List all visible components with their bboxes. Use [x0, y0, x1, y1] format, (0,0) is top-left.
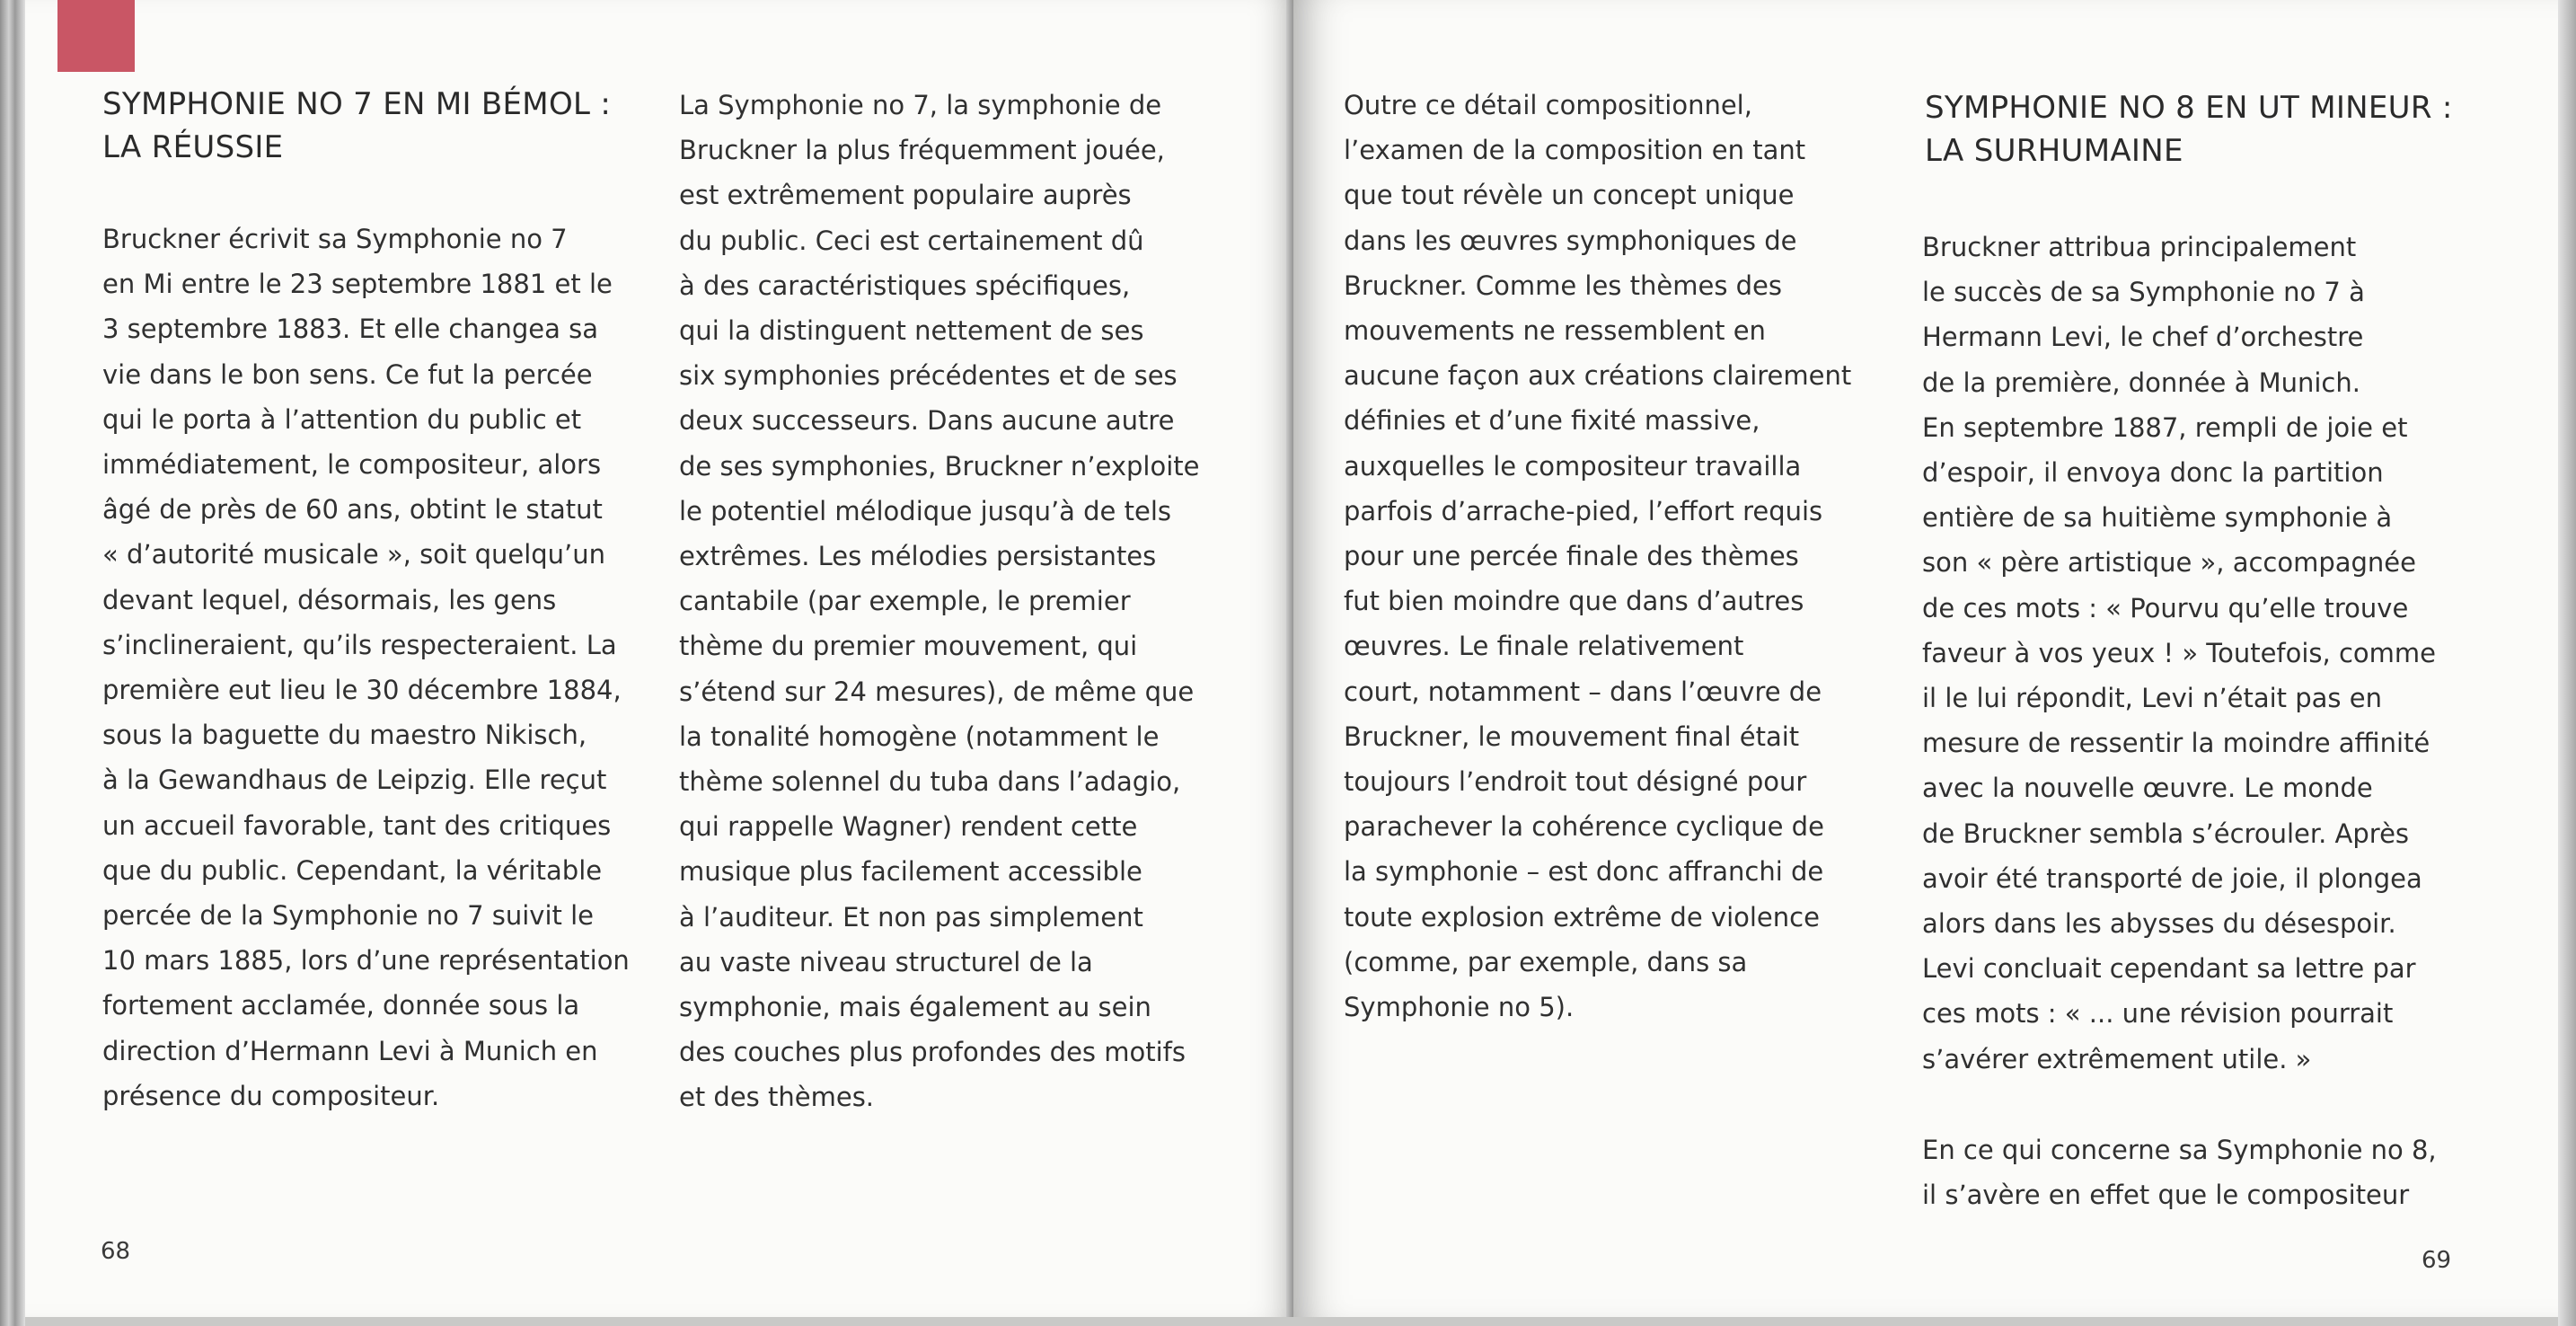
left-page — [25, 0, 1293, 1317]
body-column-2-paragraph-1: Bruckner attribua principalement le succès de sa Symphonie no 7 à Hermann Levi, le chef d’orchestre de la première, donnée à Munich. En septembre 1887, rempli de joie et d’espoir, il envoya donc la partition entière de sa huitième symphonie à son « père artistique », accompagnée de ces mots : « Pourvu qu’elle trouve faveur à vos yeux ! » Toutefois, comme il le lui répondit, Levi n’était pas en mesure de ressentir la moindre affinité avec la nouvelle œuvre. Le monde de Bruckner sembla s’écrouler. Après avoir été transporté de joie, il plongea alors dans les abysses du désespoir. Levi concluait cependant sa lettre par ces mots : « ... une révision pourrait s’avérer extrêmement utile. » — [1922, 232, 2436, 1074]
body-column-1: Outre ce détail compositionnel, l’examen de la composition en tant que tout révèle un concept unique dans les œuvres symphoniques de Bruckner. Comme les thèmes des mouvements ne ressemblent en aucune façon aux créations clairement définies et d’une fixité massive, auxquelles le compositeur travailla parfois d’arrache-pied, l’effort requis pour une percée finale des thèmes fut bien moindre que dans d’autres œuvres. Le finale relativement court, notamment – dans l’œuvre de Bruckner, le mouvement final était toujours l’endroit tout désigné pour parachever la cohérence cyclique de la symphonie – est donc affranchi de toute explosion extrême de violence (comme, par exemple, dans sa Symphonie no 5). — [1344, 90, 1852, 1023]
right-page — [1293, 0, 2558, 1317]
chapter-tab-marker — [57, 0, 135, 72]
book-page-edges-right — [2558, 0, 2576, 1326]
section-heading-symphony-8: SYMPHONIE NO 8 EN UT MINEUR : LA SURHUMAINE — [1925, 90, 2453, 169]
section-heading-symphony-7: SYMPHONIE NO 7 EN MI BÉMOL : LA RÉUSSIE — [102, 86, 612, 165]
page-number: 68 — [101, 1238, 131, 1265]
body-column-2: La Symphonie no 7, la symphonie de Bruckner la plus fréquemment jouée, est extrêmement populaire auprès du public. Ceci est certainement dû à des caractéristiques spécifiques, qui la distinguent nettement de ses six symphonies précédentes et de ses deux successeurs. Dans aucune autre de ses symphonies, Bruckner n’exploite le potentiel mélodique jusqu’à de tels extrêmes. Les mélodies persistantes cantabile (par exemple, le premier thème du premier mouvement, qui s’étend sur 24 mesures), de même que la tonalité homogène (notamment le thème solennel du tuba dans l’adagio, qui rappelle Wagner) rendent cette musique plus facilement accessible à l’auditeur. Et non pas simplement au vaste niveau structurel de la symphonie, mais également au sein des couches plus profondes des motifs et des thèmes. — [679, 90, 1200, 1113]
body-column-1: Bruckner écrivit sa Symphonie no 7 en Mi entre le 23 septembre 1881 et le 3 septembre 1883. Et elle changea sa vie dans le bon sens. Ce fut la percée qui le porta à l’attention du public et immédiatement, le compositeur, alors âgé de près de 60 ans, obtint le statut « d’autorité musicale », soit quelqu’un devant lequel, désormais, les gens s’inclineraient, qu’ils respecteraient. La première eut lieu le 30 décembre 1884, sous la baguette du maestro Nikisch, à la Gewandhaus de Leipzig. Elle reçut un accueil favorable, tant des critiques que du public. Cependant, la véritable percée de la Symphonie no 7 suivit le 10 mars 1885, lors d’une représentation fortement acclamée, donnée sous la direction d’Hermann Levi à Munich en présence du compositeur. — [102, 224, 630, 1111]
page-number: 69 — [2422, 1247, 2452, 1274]
book-page-edges-left — [0, 0, 25, 1326]
body-column-2-paragraph-2: En ce qui concerne sa Symphonie no 8, il s’avère en effet que le compositeur — [1922, 1135, 2437, 1211]
